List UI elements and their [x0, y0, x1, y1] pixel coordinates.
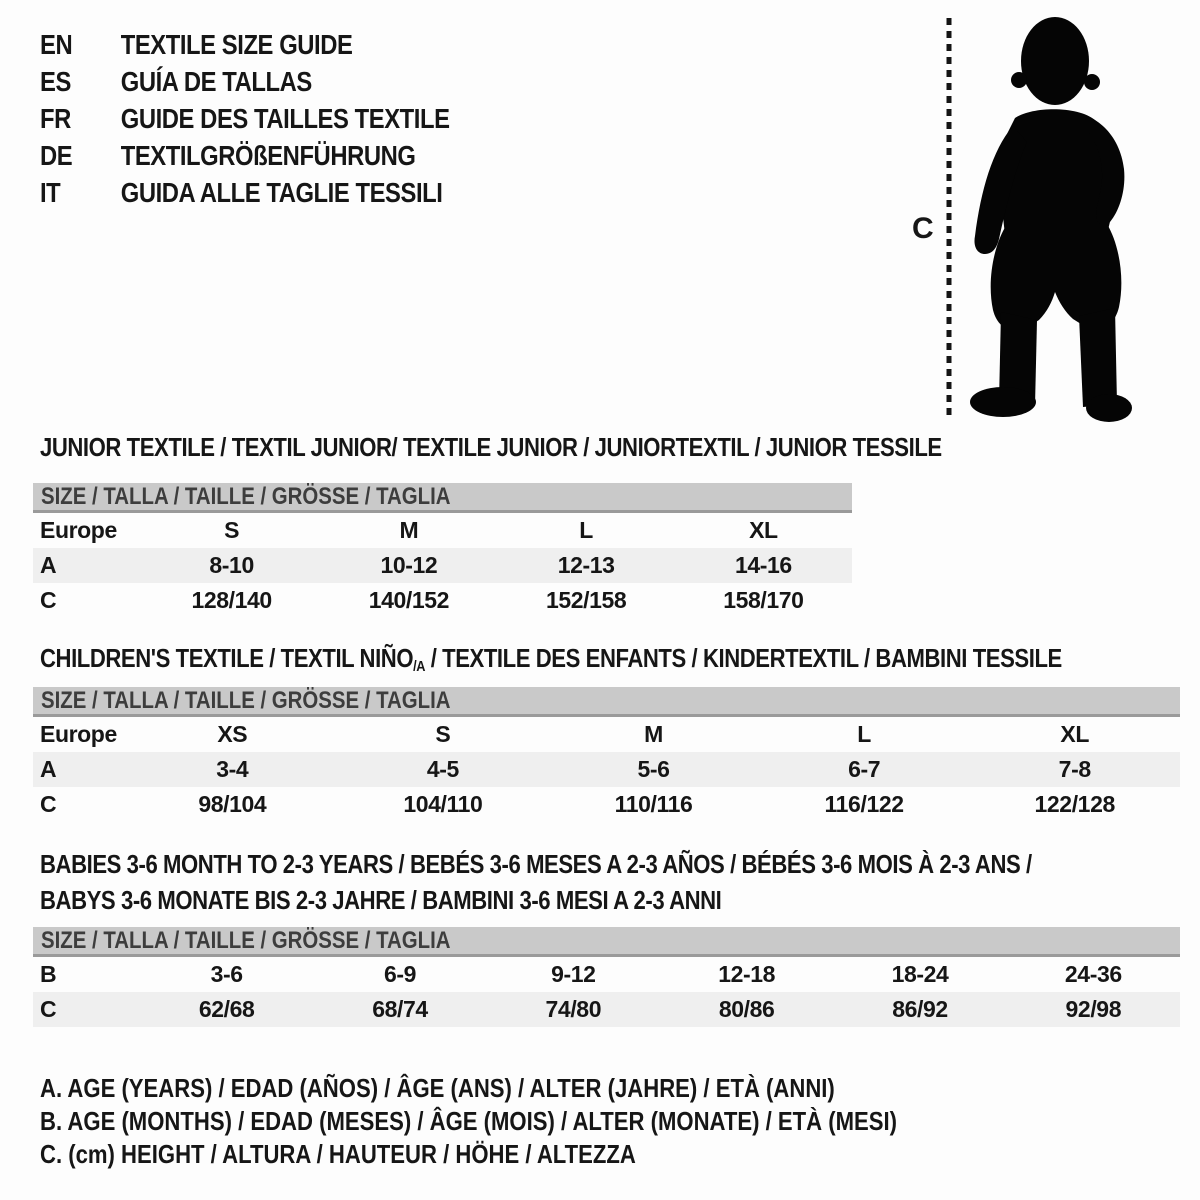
nino-a-subscript: /A — [413, 658, 426, 675]
table-cell: 140/152 — [368, 587, 450, 613]
size-col-s: S — [224, 517, 240, 543]
table-cell: 12-13 — [557, 552, 615, 578]
legend-line-c: C. (cm) HEIGHT / ALTURA / HAUTEUR / HÖHE / ALTEZZA — [40, 1139, 636, 1169]
babies-size-table — [33, 927, 1180, 1027]
size-header-bar — [33, 927, 1180, 957]
legend-line-a: A. AGE (YEARS) / EDAD (AÑOS) / ÂGE (ANS) / ALTER (JAHRE) / ETÀ (ANNI) — [40, 1073, 835, 1103]
language-row-it — [40, 174, 522, 211]
guide-title: GUIDE DES TAILLES TEXTILE — [120, 102, 450, 134]
table-cell: 116/122 — [824, 791, 904, 817]
children-columns-row — [33, 717, 1180, 752]
table-cell: 9-12 — [551, 961, 596, 987]
row-label-c: C — [40, 996, 57, 1022]
measurement-legend — [40, 1072, 1048, 1171]
size-col-xs: XS — [217, 721, 248, 747]
table-cell: 6-7 — [848, 756, 881, 782]
table-cell: 24-36 — [1064, 961, 1122, 987]
size-col-m: M — [399, 517, 419, 543]
table-cell: 104/110 — [403, 791, 483, 817]
table-cell: 12-18 — [718, 961, 776, 987]
size-col-xl: XL — [1060, 721, 1089, 747]
children-size-table — [33, 687, 1180, 822]
toddler-silhouette — [963, 14, 1141, 422]
guide-title: TEXTILE SIZE GUIDE — [120, 28, 353, 60]
table-cell: 92/98 — [1065, 996, 1122, 1022]
table-cell: 18-24 — [891, 961, 949, 987]
language-code: FR — [40, 102, 71, 134]
junior-size-table — [33, 483, 852, 618]
row-label-c: C — [40, 587, 57, 613]
junior-columns-row — [33, 513, 852, 548]
size-col-xl: XL — [749, 517, 778, 543]
language-title-list — [40, 26, 522, 211]
row-label-b: B — [40, 961, 57, 987]
table-cell: 7-8 — [1058, 756, 1091, 782]
table-cell: 10-12 — [380, 552, 438, 578]
babies-section-heading: BABIES 3-6 MONTH TO 2-3 YEARS / BEBÉS 3-6 MESES A 2-3 AÑOS / BÉBÉS 3-6 MOIS À 2-3 ANS / BABYS 3-6 MONATE BIS 2-3 JAHRE / BAMBINI 3-6 MESI A 2-3 ANNI — [40, 849, 1032, 915]
table-cell: 68/74 — [372, 996, 428, 1022]
size-col-m: M — [644, 721, 663, 747]
table-cell: 8-10 — [209, 552, 254, 578]
children-section-heading: CHILDREN'S TEXTILE / TEXTIL NIÑO/A / TEXTILE DES ENFANTS / KINDERTEXTIL / BAMBINI TESSILE — [40, 643, 1062, 675]
size-col-l: L — [579, 517, 593, 543]
region-label: Europe — [40, 517, 117, 543]
babies-months-row — [33, 957, 1180, 992]
table-cell: 80/86 — [718, 996, 775, 1022]
size-header-bar — [33, 687, 1180, 717]
legend-line-b: B. AGE (MONTHS) / EDAD (MESES) / ÂGE (MOIS) / ALTER (MONATE) / ETÀ (MESI) — [40, 1106, 897, 1136]
junior-height-row — [33, 583, 852, 618]
language-row-fr — [40, 100, 522, 137]
size-header-bar — [33, 483, 852, 513]
row-label-c: C — [40, 791, 57, 817]
babies-height-row — [33, 992, 1180, 1027]
table-cell: 3-4 — [216, 756, 249, 782]
guide-title: TEXTILGRÖßENFÜHRUNG — [120, 139, 416, 171]
size-col-l: L — [857, 721, 871, 747]
height-measure-label: C — [912, 212, 934, 245]
table-cell: 158/170 — [723, 587, 804, 613]
guide-title: GUIDA ALLE TAGLIE TESSILI — [120, 176, 443, 208]
size-header-label: SIZE / TALLA / TAILLE / GRÖSSE / TAGLIA — [41, 926, 451, 954]
table-cell: 4-5 — [426, 756, 459, 782]
size-header-label: SIZE / TALLA / TAILLE / GRÖSSE / TAGLIA — [41, 482, 451, 510]
table-cell: 62/68 — [198, 996, 255, 1022]
language-code: ES — [40, 65, 71, 97]
language-code: DE — [40, 139, 73, 171]
size-header-label: SIZE / TALLA / TAILLE / GRÖSSE / TAGLIA — [41, 686, 451, 714]
language-row-en — [40, 26, 522, 63]
table-cell: 152/158 — [545, 587, 627, 613]
height-measure-figure — [900, 12, 1160, 427]
table-cell: 86/92 — [892, 996, 948, 1022]
size-col-s: S — [435, 721, 451, 747]
language-code: IT — [40, 176, 61, 208]
row-label-a: A — [40, 552, 57, 578]
table-cell: 3-6 — [210, 961, 243, 987]
row-label-a: A — [40, 756, 57, 782]
region-label: Europe — [40, 721, 117, 747]
junior-age-row — [33, 548, 852, 583]
guide-title: GUÍA DE TALLAS — [120, 65, 312, 97]
language-row-de — [40, 137, 522, 174]
children-height-row — [33, 787, 1180, 822]
table-cell: 74/80 — [545, 996, 602, 1022]
table-cell: 122/128 — [1034, 791, 1115, 817]
table-cell: 6-9 — [383, 961, 417, 987]
table-cell: 14-16 — [734, 552, 792, 578]
table-cell: 110/116 — [614, 791, 693, 817]
table-cell: 128/140 — [191, 587, 272, 613]
children-age-row — [33, 752, 1180, 787]
table-cell: 98/104 — [198, 791, 267, 817]
language-code: EN — [40, 28, 73, 60]
junior-section-heading: JUNIOR TEXTILE / TEXTIL JUNIOR/ TEXTILE JUNIOR / JUNIORTEXTIL / JUNIOR TESSILE — [40, 432, 942, 462]
dashed-measure-line — [945, 16, 953, 422]
table-cell: 5-6 — [637, 756, 670, 782]
language-row-es — [40, 63, 522, 100]
